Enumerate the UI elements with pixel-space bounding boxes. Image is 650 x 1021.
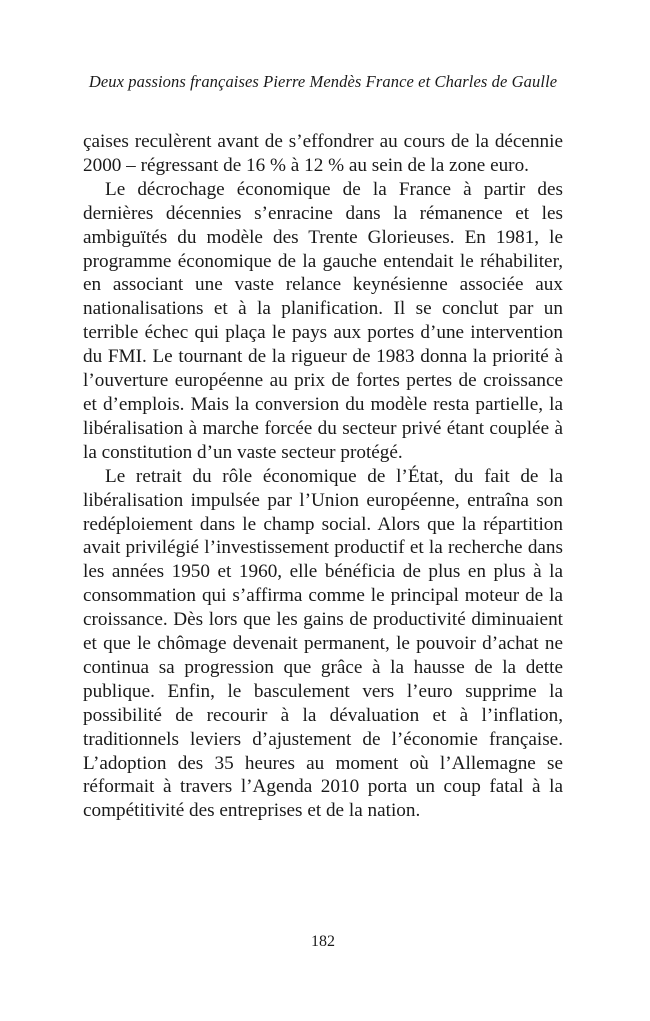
- running-head: Deux passions françaises Pierre Mendès France et Charles de Gaulle: [88, 72, 558, 91]
- paragraph: Le décrochage économique de la France à partir des dernières décennies s’enracine dans la rémanence et les ambiguïtés du modèle des Trente Glorieuses. En 1981, le programme économique de la gauche entendait le réhabiliter, en associant une vaste relance keynésienne associée aux nationalisations et à la planification. Il se conclut par un terrible échec qui plaça le pays aux portes d’une intervention du FMI. Le tournant de la rigueur de 1983 donna la priorité à l’ouverture européenne au prix de fortes pertes de croissance et d’emplois. Mais la conversion du modèle resta partielle, la libéralisation à marche forcée du secteur privé étant couplée à la constitution d’un vaste secteur protégé.: [83, 178, 563, 463]
- paragraph: Le retrait du rôle économique de l’État, du fait de la libéralisation impulsée par l’Union européenne, entraîna son redéploiement dans le champ social. Alors que la répartition avait privilégié l’investissement productif et la recherche dans les années 1950 et 1960, elle bénéficia de plus en plus à la consommation qui s’affirma comme le principal moteur de la croissance. Dès lors que les gains de productivité diminuaient et que le chômage devenait permanent, le pouvoir d’achat ne continua sa progression que grâce à la hausse de la dette publique. Enfin, le basculement vers l’euro supprime la possibilité de recourir à la dévaluation et à l’inflation, traditionnels leviers d’ajustement de l’économie française. L’adoption des 35 heures au moment où l’Allemagne se réformait à travers l’Agenda 2010 porta un coup fatal à la compétitivité des entreprises et de la nation.: [83, 465, 563, 822]
- body-text: [83, 130, 563, 823]
- page-number: 182: [311, 933, 335, 950]
- paragraph-continuation: çaises reculèrent avant de s’effondrer au cours de la décennie 2000 – régressant de 16 % à 12 % au sein de la zone euro.: [83, 131, 563, 176]
- book-page: [83, 0, 563, 1021]
